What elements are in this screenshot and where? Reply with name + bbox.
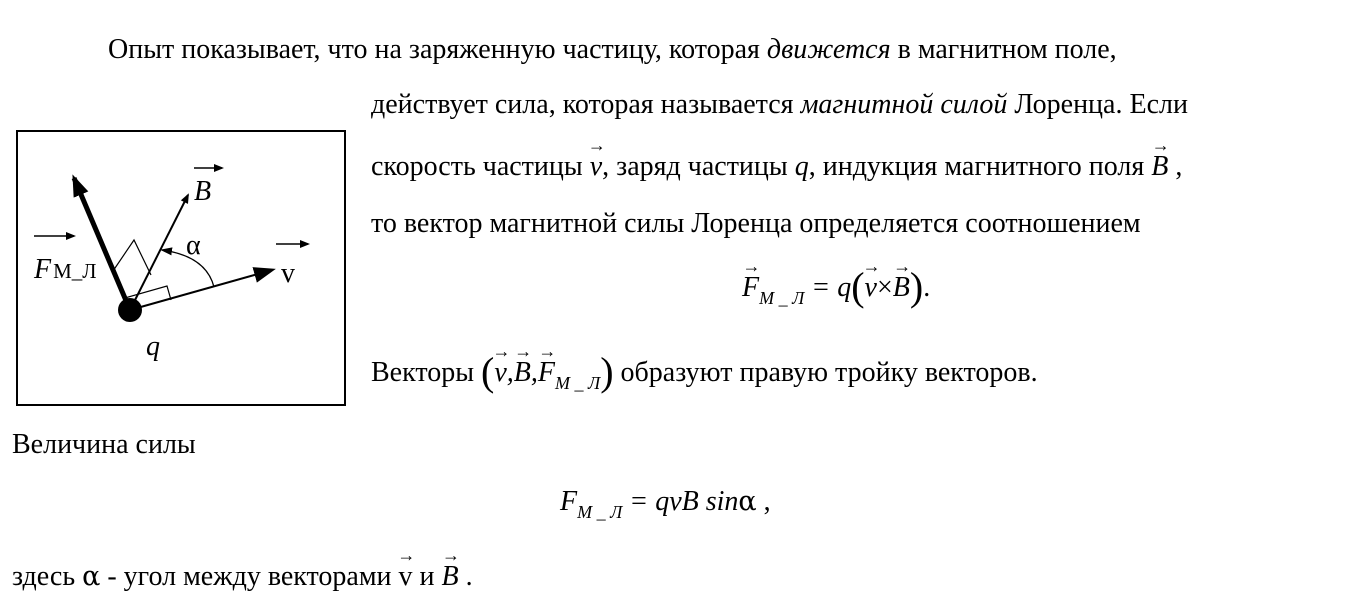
paren-open: ( [481, 349, 495, 394]
diagram-svg [16, 130, 346, 406]
text-segment: Опыт показывает, что на заряженную частицу, которая [108, 34, 767, 65]
magnitude-label: Величина силы [12, 429, 196, 460]
label-F-sub: М_Л [53, 259, 97, 283]
vector-B [1151, 135, 1170, 184]
vector-symbol: B [1151, 151, 1169, 182]
text-segment: Лоренца. Если [1007, 89, 1188, 120]
closing-line [12, 545, 473, 594]
vector-symbol: B [441, 561, 459, 592]
text-segment: скорость частицы [371, 151, 590, 182]
vector-B [441, 545, 460, 594]
text-segment: здесь [12, 561, 83, 592]
label-F-main: F [34, 254, 52, 285]
paragraph-line-1 [108, 33, 1117, 67]
vector-arrow-icon: → [538, 341, 557, 361]
alpha-symbol: α [738, 486, 757, 517]
vector-symbol: F [537, 357, 556, 388]
text-segment: образуют правую тройку векторов. [613, 357, 1038, 388]
vector-F [742, 256, 761, 305]
right-angle-mark-FB [113, 240, 151, 275]
text-segment: , заряд частицы [602, 151, 795, 182]
vector-symbol: v [494, 357, 507, 388]
force-subscript: М _ Л [759, 288, 805, 308]
label-alpha: α [186, 230, 201, 261]
force-symbol: F [560, 486, 578, 517]
right-angle-mark-Fv [125, 286, 171, 300]
alpha-symbol: α [82, 561, 101, 592]
text-segment: - угол между векторами [100, 561, 399, 592]
times-sign: × [876, 272, 893, 303]
text-segment: . [458, 561, 473, 592]
emphasis-text: магнитной силой [800, 89, 1008, 120]
text-segment: , индукция магнитного поля [808, 151, 1152, 182]
vector-v [587, 135, 606, 184]
vector-arrow-icon: → [514, 341, 533, 361]
label-B: B [194, 176, 212, 207]
vector-F [537, 341, 557, 390]
vector-symbol: B [892, 272, 910, 303]
vector-symbol: F [742, 272, 760, 303]
text-segment: в магнитном поле, [890, 34, 1117, 65]
force-subscript: М _ Л [555, 373, 601, 393]
vector-arrow-icon: → [441, 545, 460, 565]
formula-end: . [923, 272, 931, 303]
vector-v [862, 256, 881, 305]
lorentz-force-diagram [16, 130, 346, 406]
formula-end: , [756, 486, 771, 517]
text-segment: действует сила, которая называется [371, 89, 801, 120]
paren-close: ) [600, 349, 614, 394]
comma: , [530, 357, 538, 388]
emphasis-text: движется [766, 34, 891, 65]
paragraph-line-4: то вектор магнитной силы Лоренца определяется соотношением [371, 208, 1141, 239]
field-vector-line [130, 195, 188, 310]
comma: , [506, 357, 514, 388]
paren-open: ( [851, 264, 865, 309]
vector-arrow-icon: → [492, 341, 511, 361]
paragraph-line-2 [371, 88, 1188, 122]
paren-close: ) [909, 264, 924, 309]
label-v: v [281, 258, 295, 289]
label-q: q [146, 331, 160, 362]
vector-arrow-icon: → [893, 256, 912, 276]
vector-arrow-icon: → [742, 256, 761, 276]
formula-rhs: = qvB sin [622, 486, 739, 517]
vector-B [892, 256, 912, 305]
force-magnitude-formula [560, 485, 771, 529]
force-subscript: М _ Л [577, 502, 623, 522]
charge-symbol: q [794, 151, 809, 182]
text-segment: Векторы [371, 357, 482, 388]
vector-arrow-icon: → [1151, 135, 1170, 155]
paragraph-line-3 [371, 135, 1183, 184]
text-segment: и [412, 561, 442, 592]
vector-v [397, 545, 416, 594]
formula-eq: = q [804, 272, 852, 303]
vector-arrow-icon: → [862, 256, 881, 276]
vector-symbol: v [589, 151, 603, 182]
vector-v [492, 341, 511, 390]
vector-arrow-icon: → [587, 135, 606, 155]
text-segment: , [1175, 151, 1183, 182]
force-vector-line [74, 178, 130, 310]
vector-symbol: v [864, 272, 877, 303]
charge-dot [118, 298, 142, 322]
lorentz-force-formula [742, 256, 931, 315]
label-F [33, 254, 97, 285]
vector-arrow-icon: → [397, 545, 416, 565]
vector-symbol: B [513, 357, 531, 388]
vector-B [513, 341, 533, 390]
vector-symbol: v [398, 561, 413, 592]
paragraph-right-triple [371, 341, 1038, 400]
